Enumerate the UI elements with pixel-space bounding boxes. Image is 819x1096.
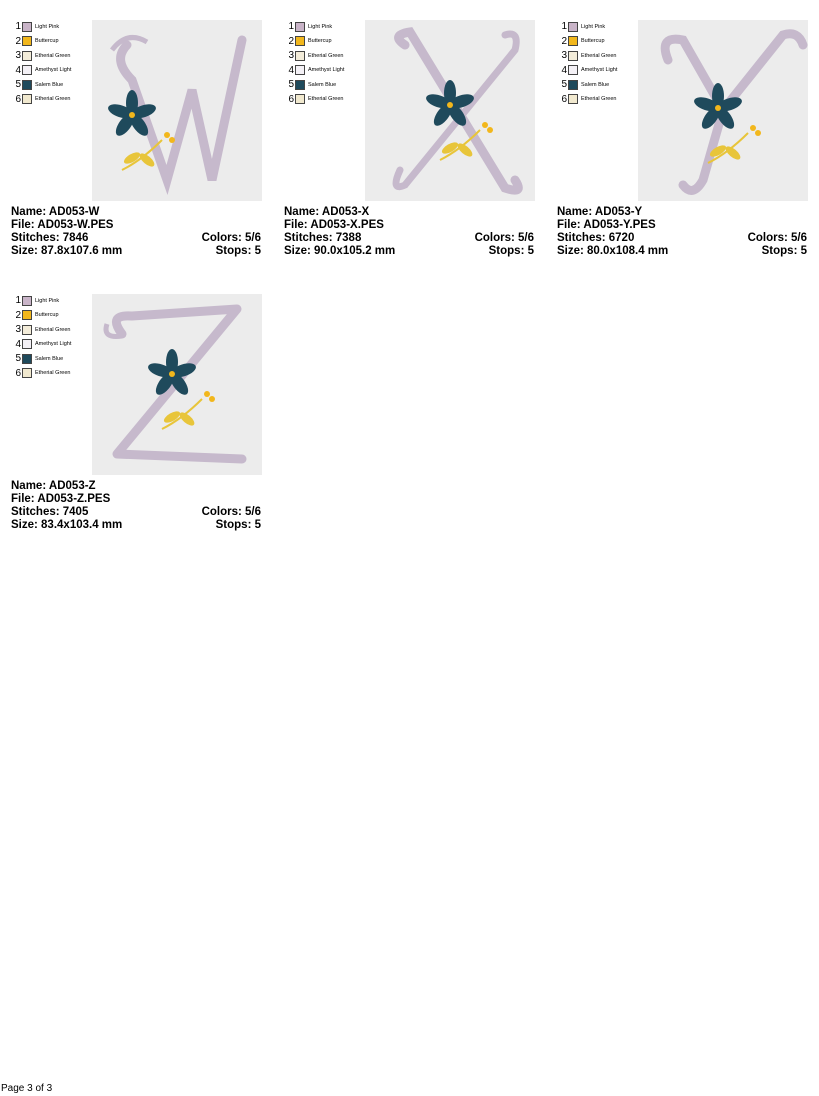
thread-color-item <box>557 35 605 48</box>
thread-swatch <box>22 94 32 104</box>
design-info <box>11 206 261 258</box>
design-stops: Stops: 5 <box>488 245 534 257</box>
design-card-w <box>11 20 263 260</box>
thread-swatch <box>568 22 578 32</box>
design-file: File: AD053-Z.PES <box>11 493 111 505</box>
design-colors: Colors: 5/6 <box>201 506 261 518</box>
thread-color-item <box>284 35 332 48</box>
thread-name: Buttercup <box>308 38 332 44</box>
thread-name: Etherial Green <box>35 96 71 102</box>
thread-number: 4 <box>15 338 21 350</box>
design-file: File: AD053-X.PES <box>284 219 384 231</box>
thread-swatch <box>295 80 305 90</box>
design-file: File: AD053-W.PES <box>11 219 114 231</box>
design-stops: Stops: 5 <box>215 245 261 257</box>
thread-swatch <box>22 36 32 46</box>
thread-swatch <box>22 80 32 90</box>
thread-name: Buttercup <box>581 38 605 44</box>
thread-swatch <box>295 51 305 61</box>
thread-name: Light Pink <box>35 23 60 30</box>
design-name: Name: AD053-Z <box>11 480 96 492</box>
thread-number: 3 <box>15 50 21 61</box>
thread-swatch <box>22 339 32 349</box>
thread-swatch <box>295 65 305 75</box>
design-info <box>284 206 534 258</box>
thread-name: Buttercup <box>35 312 59 318</box>
thread-color-item <box>11 49 70 62</box>
thread-number: 6 <box>15 367 21 379</box>
thread-color-item <box>557 93 616 106</box>
design-stitches: Stitches: 7388 <box>284 232 362 244</box>
design-size: Size: 80.0x108.4 mm <box>557 245 669 257</box>
thread-name: Light Pink <box>35 297 60 304</box>
embroidery-preview <box>92 294 262 475</box>
thread-number: 2 <box>288 35 294 47</box>
design-size: Size: 83.4x103.4 mm <box>11 519 123 531</box>
thread-color-item <box>557 78 609 91</box>
thread-number: 6 <box>288 93 294 105</box>
design-colors: Colors: 5/6 <box>201 232 261 244</box>
thread-swatch <box>295 36 305 46</box>
thread-number: 5 <box>561 79 567 90</box>
design-colors: Colors: 5/6 <box>747 232 807 244</box>
thread-color-item <box>11 64 71 77</box>
thread-name: Light Pink <box>308 23 333 30</box>
design-name: Name: AD053-Y <box>557 206 643 218</box>
thread-name: Buttercup <box>35 38 59 44</box>
thread-number: 1 <box>15 21 21 32</box>
thread-swatch <box>295 94 305 104</box>
thread-color-item <box>11 35 59 48</box>
thread-color-item <box>11 367 70 380</box>
thread-color-item <box>284 49 343 62</box>
thread-name: Salem Blue <box>35 81 64 88</box>
design-info <box>557 206 807 258</box>
thread-name: Salem Blue <box>581 81 610 88</box>
thread-name: Amethyst Light <box>35 341 72 347</box>
page-number: Page 3 of 3 <box>1 1083 53 1094</box>
thread-color-item <box>284 64 344 77</box>
thread-swatch <box>568 65 578 75</box>
thread-number: 5 <box>15 353 21 364</box>
thread-swatch <box>22 65 32 75</box>
thread-number: 3 <box>561 50 567 61</box>
thread-number: 4 <box>288 64 294 76</box>
thread-name: Amethyst Light <box>581 67 618 73</box>
thread-name: Amethyst Light <box>35 67 72 73</box>
thread-swatch <box>22 296 32 306</box>
thread-name: Light Pink <box>581 23 606 30</box>
design-colors: Colors: 5/6 <box>474 232 534 244</box>
embroidery-preview <box>638 20 808 201</box>
thread-color-item <box>557 20 605 33</box>
thread-number: 6 <box>561 93 567 105</box>
embroidery-preview <box>92 20 262 201</box>
thread-swatch <box>568 94 578 104</box>
thread-number: 6 <box>15 93 21 105</box>
thread-name: Amethyst Light <box>308 67 345 73</box>
thread-color-item <box>284 93 343 106</box>
design-card-z <box>11 294 263 534</box>
thread-number: 4 <box>15 64 21 76</box>
thread-name: Etherial Green <box>581 96 617 102</box>
thread-number: 5 <box>15 79 21 90</box>
design-name: Name: AD053-W <box>11 206 100 218</box>
design-card-y <box>557 20 809 260</box>
thread-color-item <box>284 78 336 91</box>
thread-number: 5 <box>288 79 294 90</box>
thread-name: Etherial Green <box>35 370 71 376</box>
thread-swatch <box>22 325 32 335</box>
thread-number: 2 <box>561 35 567 47</box>
thread-number: 1 <box>15 295 21 306</box>
design-stitches: Stitches: 7405 <box>11 506 89 518</box>
thread-swatch <box>568 80 578 90</box>
thread-color-item <box>11 294 59 307</box>
thread-color-item <box>11 93 70 106</box>
thread-name: Salem Blue <box>308 81 337 88</box>
embroidery-letter-y <box>638 20 808 201</box>
thread-name: Etherial Green <box>581 52 617 59</box>
thread-color-item <box>284 20 332 33</box>
thread-swatch <box>295 22 305 32</box>
thread-color-item <box>11 78 63 91</box>
thread-swatch <box>22 310 32 320</box>
thread-name: Etherial Green <box>35 326 71 333</box>
thread-color-item <box>11 323 70 336</box>
thread-swatch <box>568 36 578 46</box>
thread-name: Salem Blue <box>35 355 64 362</box>
design-name: Name: AD053-X <box>284 206 370 218</box>
thread-number: 1 <box>561 21 567 32</box>
design-file: File: AD053-Y.PES <box>557 219 656 231</box>
thread-number: 3 <box>288 50 294 61</box>
thread-number: 3 <box>15 324 21 335</box>
thread-number: 1 <box>288 21 294 32</box>
design-size: Size: 87.8x107.6 mm <box>11 245 123 257</box>
thread-name: Etherial Green <box>308 52 344 59</box>
thread-swatch <box>22 51 32 61</box>
thread-swatch <box>22 22 32 32</box>
thread-number: 2 <box>15 309 21 321</box>
design-info <box>11 480 261 532</box>
thread-color-item <box>11 309 59 322</box>
design-stops: Stops: 5 <box>215 519 261 531</box>
thread-swatch <box>568 51 578 61</box>
thread-name: Etherial Green <box>35 52 71 59</box>
embroidery-letter-x <box>365 20 535 201</box>
thread-name: Etherial Green <box>308 96 344 102</box>
design-stitches: Stitches: 7846 <box>11 232 89 244</box>
thread-swatch <box>22 354 32 364</box>
embroidery-preview <box>365 20 535 201</box>
thread-color-item <box>11 338 71 351</box>
design-stitches: Stitches: 6720 <box>557 232 635 244</box>
thread-color-item <box>557 64 617 77</box>
thread-color-item <box>11 20 59 33</box>
embroidery-letter-z <box>92 294 262 475</box>
thread-number: 2 <box>15 35 21 47</box>
thread-color-item <box>557 49 616 62</box>
design-card-x <box>284 20 536 260</box>
thread-number: 4 <box>561 64 567 76</box>
embroidery-letter-w <box>92 20 262 201</box>
design-size: Size: 90.0x105.2 mm <box>284 245 396 257</box>
thread-color-item <box>11 352 63 365</box>
design-stops: Stops: 5 <box>761 245 807 257</box>
thread-swatch <box>22 368 32 378</box>
